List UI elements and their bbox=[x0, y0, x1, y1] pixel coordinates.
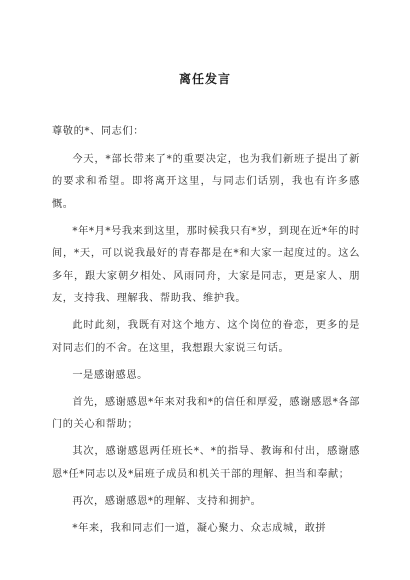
paragraph: 今天，*部长带来了*的重要决定，也为我们新班子提出了新的要求和希望。即将离开这里，与同志们话别，我也有许多感慨。 bbox=[52, 153, 360, 210]
paragraph: 此时此刻，我既有对这个地方、这个岗位的眷恋，更多的是对同志们的不舍。在这里，我想跟大家说三句话。 bbox=[52, 320, 360, 354]
document-title: 离任发言 bbox=[178, 72, 231, 86]
paragraph: *年来，我和同志们一道，凝心聚力、众志成城，敢拼 bbox=[72, 522, 327, 534]
paragraph: 一是感谢感恩。 bbox=[72, 369, 148, 381]
paragraph: 再次，感谢感恩*的理解、支持和拥护。 bbox=[72, 495, 262, 507]
salutation: 尊敬的*、同志们： bbox=[52, 126, 144, 137]
document-body bbox=[52, 118, 360, 545]
paragraph: 其次，感谢感恩两任班长*、*的指导、教诲和付出，感谢感恩*任*同志以及*届班子成员和机关干部的理解、担当和奉献； bbox=[52, 446, 360, 480]
paragraph: 首先，感谢感恩*年来对我和*的信任和厚爱，感谢感恩*各部门的关心和帮助； bbox=[52, 396, 360, 430]
paragraph: *年*月*号我来到这里，那时候我只有*岁，到现在近*年的时间，*天，可以说我最好的青春都是在*和大家一起度过的。这么多年，跟大家朝夕相处、风雨同舟，大家是同志，更是家人、朋友，支持我、理解我、帮助我、维护我。 bbox=[52, 225, 360, 304]
